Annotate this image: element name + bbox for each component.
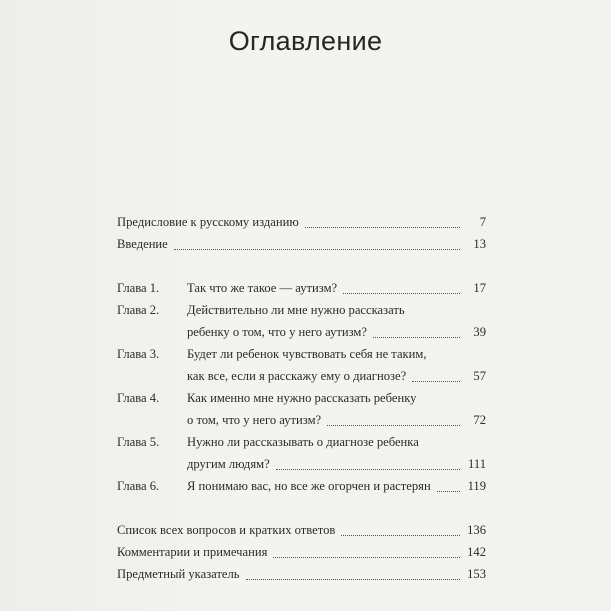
toc-entry-title: Как именно мне нужно рассказать ребенку: [187, 391, 417, 405]
page-number: 7: [479, 215, 486, 229]
chapter-label: Глава 1.: [117, 281, 160, 295]
page-number: 13: [473, 237, 486, 251]
dot-leader: [373, 336, 460, 338]
toc-entry-title: Нужно ли рассказывать о диагнозе ребенка: [187, 435, 419, 449]
toc-entry: [117, 211, 486, 233]
show-through-text: [200, 62, 500, 96]
page-number: 119: [467, 479, 486, 493]
dot-leader: [327, 424, 460, 426]
chapter-label: Глава 5.: [117, 435, 160, 449]
toc-entry-title: о том, что у него аутизм?: [187, 413, 322, 427]
page-number: 142: [467, 545, 486, 559]
dot-leader: [246, 578, 460, 580]
toc-entry: [117, 519, 486, 541]
dot-leader: [437, 490, 460, 492]
page-number: 136: [467, 523, 486, 537]
toc-entry-title: Так что же такое — аутизм?: [187, 281, 338, 295]
toc-entry-title: ребенку о том, что у него аутизм?: [187, 325, 367, 339]
table-of-contents: [117, 211, 486, 585]
page-number: 57: [473, 369, 486, 383]
page-number: 153: [467, 567, 486, 581]
toc-entry: [117, 233, 486, 255]
dot-leader: [276, 468, 460, 470]
toc-entry-title: Предметный указатель: [117, 567, 240, 581]
toc-entry-title: как все, если я расскажу ему о диагнозе?: [187, 369, 407, 383]
toc-entry: [117, 387, 486, 431]
page-title: Оглавление: [228, 26, 383, 56]
toc-entry-title: Действительно ли мне нужно рассказать: [187, 303, 405, 317]
toc-entry: [117, 541, 486, 563]
chapter-label: Глава 2.: [117, 303, 160, 317]
toc-entry-title: Список всех вопросов и кратких ответов: [117, 523, 336, 537]
toc-entry-title: Введение: [117, 237, 168, 251]
toc-entry: [117, 563, 486, 585]
dot-leader: [341, 534, 460, 536]
page-number: 72: [473, 413, 486, 427]
dot-leader: [174, 248, 460, 250]
toc-entry-title: Будет ли ребенок чувствовать себя не таким,: [187, 347, 427, 361]
toc-entry: [117, 299, 486, 343]
dot-leader: [273, 556, 460, 558]
toc-entry: [117, 277, 486, 299]
page-number: 17: [473, 281, 486, 295]
dot-leader: [343, 292, 460, 294]
toc-entry: [117, 343, 486, 387]
toc-entry: [117, 431, 486, 475]
page-number: 39: [473, 325, 486, 339]
chapter-label: Глава 3.: [117, 347, 160, 361]
toc-entry-title: Я понимаю вас, но все же огорчен и растерян: [187, 479, 431, 493]
toc-entry: [117, 475, 486, 497]
toc-entry-title: Предисловие к русскому изданию: [117, 215, 299, 229]
chapter-label: Глава 4.: [117, 391, 160, 405]
dot-leader: [305, 226, 460, 228]
page-number: 111: [468, 457, 486, 471]
dot-leader: [412, 380, 460, 382]
toc-entry-title: другим людям?: [187, 457, 270, 471]
toc-entry-title: Комментарии и примечания: [117, 545, 268, 559]
chapter-label: Глава 6.: [117, 479, 160, 493]
